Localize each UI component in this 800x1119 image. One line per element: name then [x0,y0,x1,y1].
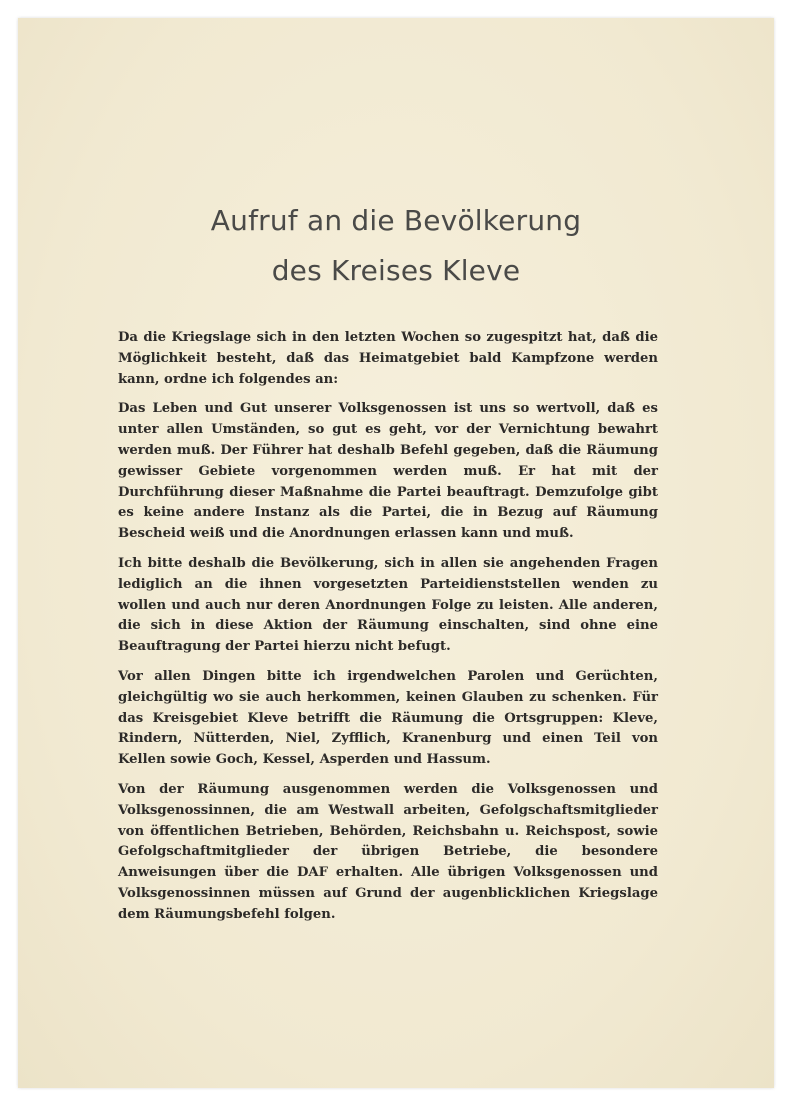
document-body [118,328,658,935]
paper-sheet [18,18,774,1088]
paragraph-1: Da die Kriegslage sich in den letzten Wochen so zugespitzt hat, daß die Möglichkeit besteht, daß das Heimatgebiet bald Kampfzone werden kann, ordne ich folgendes an: [118,330,658,387]
paragraph-3: Ich bitte deshalb die Bevölkerung, sich in allen sie angehenden Fragen lediglich an die ihnen vorgesetzten Parteidienststellen wenden zu wollen und auch nur deren Anordnungen Folge zu leisten. Alle anderen, die sich in diese Aktion der Räumung einschalten, sind ohne eine Beauftragung der Partei hierzu nicht befugt. [118,555,658,655]
title-line-1: Aufruf an die Bevölkerung [210,204,582,237]
paragraph-2: Das Leben und Gut unserer Volksgenossen ist uns so wertvoll, daß es unter allen Umständen, so gut es geht, vor der Vernichtung bewahrt werden muß. Der Führer hat deshalb Befehl gegeben, daß die Räumung gewisser Gebiete vorgenommen werden muß. Er hat mit der Durchführung dieser Maßnahme die Partei beauftragt. Demzufolge gibt es keine andere Instanz als die Partei, die in Bezug auf Räumung Bescheid weiß und die Anordnungen erlassen kann und muß. [118,401,658,542]
paragraph-4: Vor allen Dingen bitte ich irgendwelchen Parolen und Gerüchten, gleichgültig wo sie auch herkommen, keinen Glauben zu schenken. Für das Kreisgebiet Kleve betrifft die Räumung die Ortsgruppen: Kleve, Rindern, Nütterden, Niel, Zyfflich, Kranenburg und einen Teil von Kellen sowie Goch, Kessel, Asperden und Hassum. [118,668,658,768]
paragraph-5: Von der Räumung ausgenommen werden die Volksgenossen und Volksgenossinnen, die am Westwall arbeiten, Gefolgschaftsmitglieder von öffentlichen Betrieben, Behörden, Reichsbahn u. Reichspost, sowie Gefolgschaftmitglieder der übrigen Betriebe, die besondere Anweisungen über die DAF erhalten. Alle übrigen Volksgenossen und Volksgenossinnen müssen auf Grund der augenblicklichen Kriegslage dem Räumungsbefehl folgen. [118,781,658,922]
title-line-2: des Kreises Kleve [271,254,521,287]
document-title [18,196,774,296]
